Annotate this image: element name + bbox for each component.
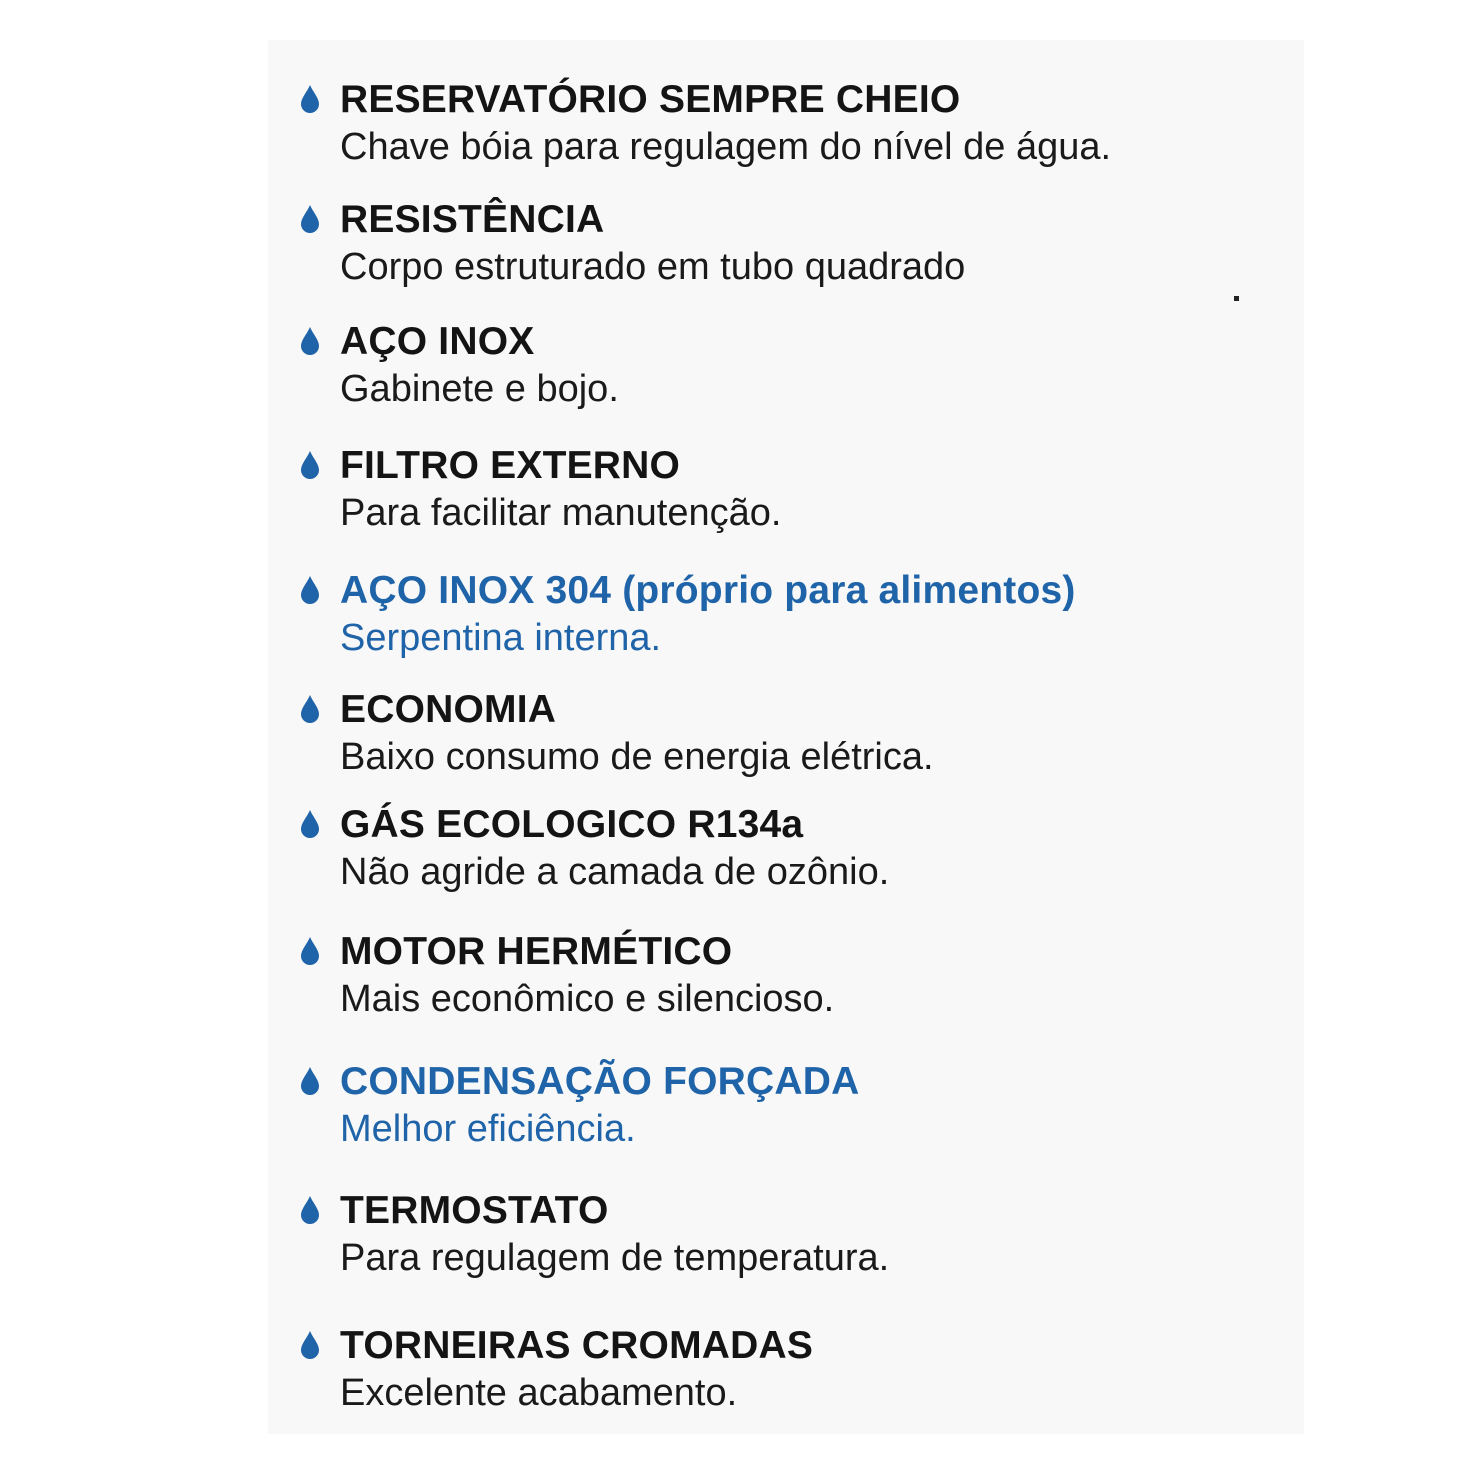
water-drop-icon [299,326,321,356]
feature-description: Serpentina interna. [340,617,662,659]
water-drop-icon [299,1066,321,1096]
feature-title: RESERVATÓRIO SEMPRE CHEIO [340,78,961,121]
feature-title: CONDENSAÇÃO FORÇADA [340,1060,860,1103]
water-drop-icon [299,1330,321,1360]
water-drop-icon [299,84,321,114]
feature-description: Gabinete e bojo. [340,368,619,410]
water-drop-icon [299,204,321,234]
feature-title: FILTRO EXTERNO [340,444,681,487]
feature-title: MOTOR HERMÉTICO [340,930,733,973]
feature-description: Baixo consumo de energia elétrica. [340,736,934,778]
stray-dot [1234,296,1239,301]
feature-description: Não agride a camada de ozônio. [340,851,890,893]
feature-description: Excelente acabamento. [340,1372,738,1414]
feature-title: TERMOSTATO [340,1189,609,1232]
water-drop-icon [299,936,321,966]
feature-title: AÇO INOX [340,320,535,363]
water-drop-icon [299,575,321,605]
water-drop-icon [299,694,321,724]
feature-title: GÁS ECOLOGICO R134a [340,803,804,846]
feature-description: Para regulagem de temperatura. [340,1237,890,1279]
feature-description: Melhor eficiência. [340,1108,636,1150]
features-panel [268,40,1304,1434]
feature-description: Para facilitar manutenção. [340,492,782,534]
water-drop-icon [299,1195,321,1225]
feature-description: Mais econômico e silencioso. [340,978,835,1020]
feature-title: ECONOMIA [340,688,557,731]
feature-description: Corpo estruturado em tubo quadrado [340,246,966,288]
water-drop-icon [299,809,321,839]
feature-description: Chave bóia para regulagem do nível de água. [340,126,1112,168]
feature-title: TORNEIRAS CROMADAS [340,1324,814,1367]
feature-title: AÇO INOX 304 (próprio para alimentos) [340,569,1076,612]
feature-title: RESISTÊNCIA [340,198,605,241]
water-drop-icon [299,450,321,480]
